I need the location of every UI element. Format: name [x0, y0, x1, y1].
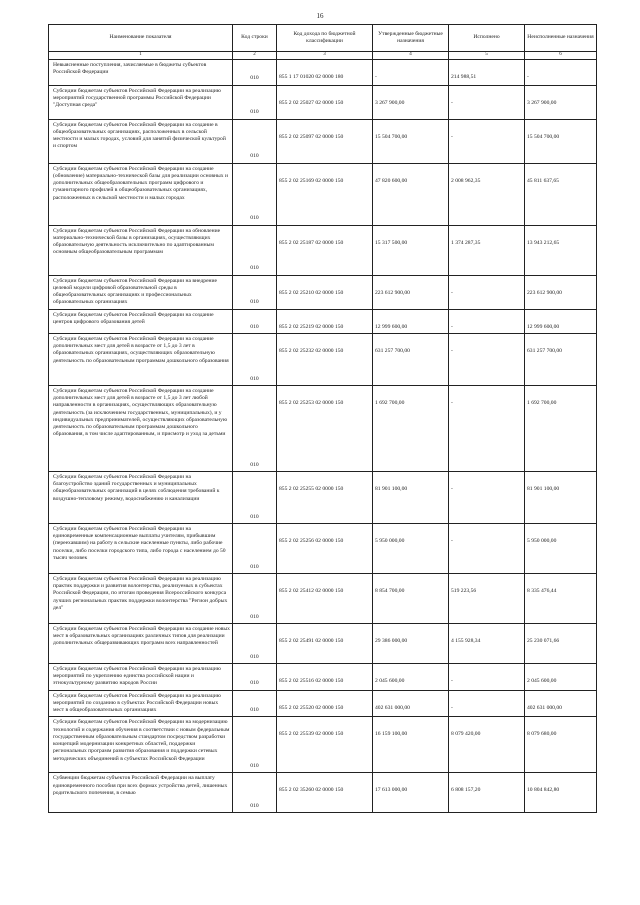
row-code-cell: 010 [233, 773, 277, 813]
row-name-cell: Субвенции бюджетам субъектов Российской Федерации на выплату единовременного пособия при всех формах устройства детей, лишенных родительского попечения, в семью [49, 773, 233, 813]
row-executed-cell: - [449, 333, 525, 385]
row-unexecuted-cell: 13 943 212,65 [525, 225, 597, 275]
row-name-cell: Субсидии бюджетам субъектов Российской Федерации на создание в общеобразовательных организациях, расположенных в сельской местности и малых городах, условий для занятий физической культурой и спортом [49, 119, 233, 163]
row-executed-cell: 519 223,56 [449, 573, 525, 623]
row-approved-cell: 29 386 000,00 [373, 623, 449, 663]
row-code-cell: 010 [233, 717, 277, 773]
table-row [49, 163, 597, 225]
row-approved-cell: 15 317 500,00 [373, 225, 449, 275]
row-kbk-cell: 855 2 02 25491 02 0000 150 [277, 623, 373, 663]
table-row [49, 623, 597, 663]
row-unexecuted-cell: - [525, 59, 597, 85]
table-row [49, 573, 597, 623]
row-kbk-cell: 855 2 02 25253 02 0000 150 [277, 385, 373, 471]
budget-table [48, 24, 597, 813]
row-executed-cell: - [449, 690, 525, 717]
header-code: Код строки [233, 25, 277, 52]
row-kbk-cell: 855 2 02 25520 02 0000 150 [277, 690, 373, 717]
row-unexecuted-cell: 402 631 000,00 [525, 690, 597, 717]
row-approved-cell: 8 854 700,00 [373, 573, 449, 623]
table-row [49, 225, 597, 275]
page-number: 16 [316, 12, 324, 20]
table-row [49, 471, 597, 523]
row-executed-cell: - [449, 119, 525, 163]
row-unexecuted-cell: 12 999 600,00 [525, 309, 597, 333]
row-name-cell: Субсидии бюджетам субъектов Российской Федерации на модернизацию технологий и содержания обучения в соответствии с новым федеральным государственным образовательным стандартом посредством разработки концепций модернизации конкретных областей, поддержки региональных программ развития образования и поддержки сетевых методических объединений в субъектах Российской Федерации [49, 717, 233, 773]
row-code-cell: 010 [233, 119, 277, 163]
row-kbk-cell: 855 2 02 25169 02 0000 150 [277, 163, 373, 225]
row-kbk-cell: 855 2 02 25539 02 0000 150 [277, 717, 373, 773]
row-executed-cell: - [449, 385, 525, 471]
table-row [49, 523, 597, 573]
row-unexecuted-cell: 631 257 700,00 [525, 333, 597, 385]
header-executed: Исполнено [449, 25, 525, 52]
row-unexecuted-cell: 2 045 600,00 [525, 663, 597, 690]
row-executed-cell: 8 079 420,00 [449, 717, 525, 773]
table-row [49, 309, 597, 333]
row-executed-cell: 1 374 287,35 [449, 225, 525, 275]
row-code-cell: 010 [233, 690, 277, 717]
table-row [49, 690, 597, 717]
row-name-cell: Субсидии бюджетам субъектов Российской Федерации на внедрение целевой модели цифровой образовательной среды в общеобразовательных организациях и профессиональных образовательных организациях [49, 275, 233, 309]
row-code-cell: 010 [233, 471, 277, 523]
row-code-cell: 010 [233, 333, 277, 385]
table-row [49, 333, 597, 385]
row-kbk-cell: 855 2 02 25255 02 0000 150 [277, 471, 373, 523]
row-unexecuted-cell: 3 267 900,00 [525, 85, 597, 119]
row-name-cell: Субсидии бюджетам субъектов Российской Федерации на реализацию практик поддержки и развития волонтерства, реализуемых в субъектах Российской Федерации, по итогам проведения Всероссийского конкурса лучших региональных практик поддержки волонтерства "Регион добрых дел" [49, 573, 233, 623]
row-approved-cell: 81 901 100,00 [373, 471, 449, 523]
header-row [49, 25, 597, 52]
row-kbk-cell: 855 2 02 25412 02 0000 150 [277, 573, 373, 623]
row-code-cell: 010 [233, 163, 277, 225]
table-row [49, 717, 597, 773]
row-executed-cell: 214 988,51 [449, 59, 525, 85]
row-code-cell: 010 [233, 623, 277, 663]
row-unexecuted-cell: 8 335 476,44 [525, 573, 597, 623]
row-kbk-cell: 855 2 02 25210 02 0000 150 [277, 275, 373, 309]
row-name-cell: Субсидии бюджетам субъектов Российской Федерации на создание дополнительных мест для детей в возрасте от 1,5 до 3 лет любой направленности в организациях, осуществляющих образовательную деятельность (за исключением государственных, муниципальных), и у индивидуальных предпринимателей, осуществляющих образовательную деятельность по образовательным программам дошкольного образования, в том числе адаптированным, и присмотр и уход за детьми [49, 385, 233, 471]
row-kbk-cell: 855 2 02 25516 02 0000 150 [277, 663, 373, 690]
row-approved-cell: 15 504 700,00 [373, 119, 449, 163]
header-approved: Утвержденные бюджетные назначения [373, 25, 449, 52]
table-row [49, 85, 597, 119]
table-row [49, 59, 597, 85]
row-executed-cell: - [449, 275, 525, 309]
row-kbk-cell: 855 2 02 25187 02 0000 150 [277, 225, 373, 275]
table-row [49, 385, 597, 471]
row-approved-cell: 17 613 000,00 [373, 773, 449, 813]
row-unexecuted-cell: 1 692 700,00 [525, 385, 597, 471]
row-kbk-cell: 855 1 17 01020 02 0000 180 [277, 59, 373, 85]
row-code-cell: 010 [233, 225, 277, 275]
row-unexecuted-cell: 45 811 637,65 [525, 163, 597, 225]
column-number: 5 [449, 52, 525, 60]
column-number: 2 [233, 52, 277, 60]
row-code-cell: 010 [233, 573, 277, 623]
row-executed-cell: - [449, 523, 525, 573]
row-code-cell: 010 [233, 275, 277, 309]
row-unexecuted-cell: 25 230 071,66 [525, 623, 597, 663]
header-unexecuted: Неисполненные назначения [525, 25, 597, 52]
row-executed-cell: 4 155 928,34 [449, 623, 525, 663]
row-kbk-cell: 855 2 02 25219 02 0000 150 [277, 309, 373, 333]
row-kbk-cell: 855 2 02 25027 02 0000 150 [277, 85, 373, 119]
row-unexecuted-cell: 223 612 900,00 [525, 275, 597, 309]
column-number: 4 [373, 52, 449, 60]
column-number: 1 [49, 52, 233, 60]
row-kbk-cell: 855 2 02 25232 02 0000 150 [277, 333, 373, 385]
row-name-cell: Невыясненные поступления, зачисляемые в бюджеты субъектов Российской Федерации [49, 59, 233, 85]
row-kbk-cell: 855 2 02 25097 02 0000 150 [277, 119, 373, 163]
row-approved-cell: 631 257 700,00 [373, 333, 449, 385]
table-row [49, 773, 597, 813]
row-kbk-cell: 855 2 02 35260 02 0000 150 [277, 773, 373, 813]
row-approved-cell: 1 692 700,00 [373, 385, 449, 471]
row-name-cell: Субсидии бюджетам субъектов Российской Федерации на реализацию мероприятий по созданию в субъектах Российской Федерации новых мест в общеобразовательных организациях [49, 690, 233, 717]
row-approved-cell: 12 999 600,00 [373, 309, 449, 333]
header-name: Наименование показателя [49, 25, 233, 52]
row-name-cell: Субсидии бюджетам субъектов Российской Федерации на реализацию мероприятий государственной программы Российской Федерации "Доступная среда" [49, 85, 233, 119]
row-name-cell: Субсидии бюджетам субъектов Российской Федерации на благоустройство зданий государственных и муниципальных общеобразовательных организаций в целях соблюдения требований к воздушно-тепловому режиму, водоснабжению и канализации [49, 471, 233, 523]
header-kbk: Код дохода по бюджетной классификации [277, 25, 373, 52]
row-unexecuted-cell: 5 950 000,00 [525, 523, 597, 573]
row-approved-cell: 3 267 900,00 [373, 85, 449, 119]
row-code-cell: 010 [233, 85, 277, 119]
row-unexecuted-cell: 10 804 842,80 [525, 773, 597, 813]
row-unexecuted-cell: 15 504 700,00 [525, 119, 597, 163]
column-number: 3 [277, 52, 373, 60]
row-approved-cell: 223 612 900,00 [373, 275, 449, 309]
row-code-cell: 010 [233, 385, 277, 471]
row-approved-cell: 47 820 600,00 [373, 163, 449, 225]
row-name-cell: Субсидии бюджетам субъектов Российской Федерации на единовременные компенсационные выплаты учителям, прибывшим (переехавшим) на работу в сельские населенные пункты, либо рабочие поселки, либо поселки городского типа, либо города с населением до 50 тысяч человек [49, 523, 233, 573]
column-number: 6 [525, 52, 597, 60]
row-code-cell: 010 [233, 663, 277, 690]
row-code-cell: 010 [233, 523, 277, 573]
row-name-cell: Субсидии бюджетам субъектов Российской Федерации на обновление материально-технической базы в организациях, осуществляющих образовательную деятельность исключительно по адаптированным основным общеобразовательным программам [49, 225, 233, 275]
row-name-cell: Субсидии бюджетам субъектов Российской Федерации на создание новых мест в образовательных организациях различных типов для реализации дополнительных общеразвивающих программ всех направленностей [49, 623, 233, 663]
row-code-cell: 010 [233, 309, 277, 333]
row-kbk-cell: 855 2 02 25256 02 0000 150 [277, 523, 373, 573]
row-name-cell: Субсидии бюджетам субъектов Российской Федерации на создание дополнительных мест для детей в возрасте от 1,5 до 3 лет в образовательных организациях, осуществляющих образовательную деятельность по образовательным программам дошкольного образования [49, 333, 233, 385]
row-approved-cell: - [373, 59, 449, 85]
row-name-cell: Субсидии бюджетам субъектов Российской Федерации на создание (обновление) материально-технической базы для реализации основных и дополнительных общеобразовательных программ цифрового и гуманитарного профилей в общеобразовательных организациях, расположенных в сельской местности и малых городах [49, 163, 233, 225]
row-approved-cell: 2 045 600,00 [373, 663, 449, 690]
row-executed-cell: - [449, 309, 525, 333]
row-executed-cell: - [449, 471, 525, 523]
row-code-cell: 010 [233, 59, 277, 85]
row-name-cell: Субсидии бюджетам субъектов Российской Федерации на реализацию мероприятий по укреплению единства российской нации и этнокультурному развитию народов России [49, 663, 233, 690]
row-name-cell: Субсидии бюджетам субъектов Российской Федерации на создание центров цифрового образования детей [49, 309, 233, 333]
row-approved-cell: 5 950 000,00 [373, 523, 449, 573]
table-row [49, 119, 597, 163]
row-executed-cell: - [449, 663, 525, 690]
row-unexecuted-cell: 8 079 680,00 [525, 717, 597, 773]
row-approved-cell: 402 631 000,00 [373, 690, 449, 717]
column-number-row [49, 52, 597, 60]
row-executed-cell: - [449, 85, 525, 119]
row-executed-cell: 6 808 157,20 [449, 773, 525, 813]
row-unexecuted-cell: 81 901 100,00 [525, 471, 597, 523]
row-executed-cell: 2 008 962,35 [449, 163, 525, 225]
table-row [49, 275, 597, 309]
table-row [49, 663, 597, 690]
row-approved-cell: 16 159 100,00 [373, 717, 449, 773]
